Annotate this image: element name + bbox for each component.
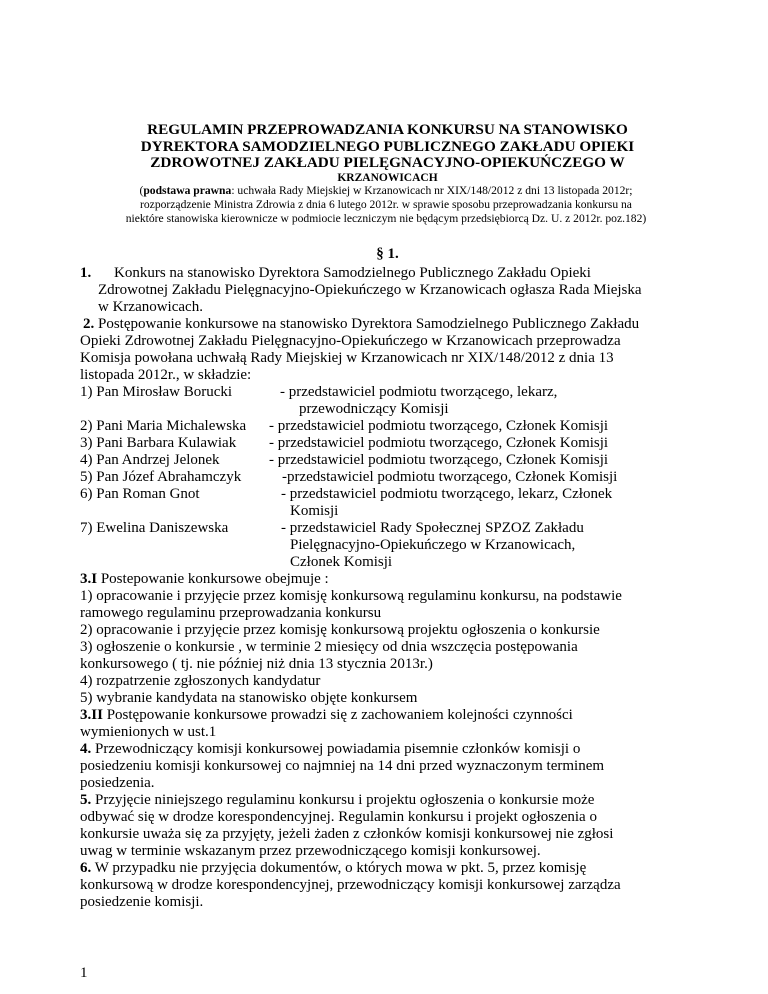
basis-line-2: rozporządzenie Ministra Zdrowia z dnia 6 lutego 2012r. w sprawie sposobu przeprowadzania konkursu na [140, 198, 632, 211]
point-6-text: W przypadku nie przyjęcia dokumentów, o których mowa w pkt. 5, przez komisję [91, 860, 587, 876]
point-3i-number: 3.I [80, 571, 98, 587]
point-3ii-line-2: wymienionych w ust.1 [80, 724, 217, 740]
point-3i-heading [80, 571, 329, 588]
point-4-number: 4. [80, 741, 92, 757]
point-3i-item-3-cont: konkursowego ( tj. nie później niż dnia 13 stycznia 2013r.) [80, 656, 433, 672]
point-3i-item-5: 5) wybranie kandydata na stanowisko objęte konkursem [80, 690, 418, 706]
member-1-name: 1) Pan Mirosław Borucki [80, 384, 233, 400]
point-3i-item-4: 4) rozpatrzenie zgłoszonych kandydatur [80, 673, 321, 689]
point-1-number: 1. [80, 265, 92, 281]
point-4-text: Przewodniczący komisji konkursowej powiadamia pisemnie członków komisji o [91, 741, 581, 757]
member-5-name: 5) Pan Józef Abrahamczyk [80, 469, 242, 485]
point-3i-item-3: 3) ogłoszenie o konkursie , w terminie 2 miesięcy od dnia wszczęcia postępowania [80, 639, 578, 655]
basis-line-3: niektóre stanowiska kierownicze w podmiocie leczniczym nie będącym przedsiębiorcą Dz. U. z 2012r. poz.182) [125, 212, 647, 225]
member-1-role-cont: przewodniczący Komisji [299, 401, 449, 417]
point-6-line-3: posiedzenie komisji. [80, 894, 204, 910]
member-2-role: - przedstawiciel podmiotu tworzącego, Członek Komisji [269, 418, 609, 434]
point-3i-item-1: 1) opracowanie i przyjęcie przez komisję konkursową regulaminu konkursu, na podstawie [80, 588, 622, 604]
point-5-number: 5. [80, 792, 92, 808]
point-1-line-2: Zdrowotnej Zakładu Pielęgnacyjno-Opiekuńczego w Krzanowicach ogłasza Rada Miejska [98, 282, 642, 298]
point-3ii-text: Postępowanie konkursowe prowadzi się z zachowaniem kolejności czynności [102, 707, 573, 723]
member-3-name: 3) Pani Barbara Kulawiak [80, 435, 237, 451]
point-5-line-2: odbywać się w drodze korespondencyjnej. Regulamin konkursu i projekt ogłoszenia o [80, 809, 597, 825]
title-line-4: KRZANOWICACH [337, 172, 438, 184]
point-5-text: Przyjęcie niniejszego regulaminu konkursu i projektu ogłoszenia o konkursie może [91, 792, 595, 808]
point-2-line-3: Komisja powołana uchwałą Rady Miejskiej w Krzanowicach nr XIX/148/2012 z dnia 13 [80, 350, 614, 366]
member-7-role: - przedstawiciel Rady Społecznej SPZOZ Zakładu [281, 520, 584, 536]
point-1-line-1: Konkurs na stanowisko Dyrektora Samodzielnego Publicznego Zakładu Opieki [114, 265, 591, 281]
section-heading: § 1. [376, 246, 399, 262]
point-3i-text: Postepowanie konkursowe obejmuje : [97, 571, 329, 587]
point-2-line-1 [80, 316, 639, 333]
member-7-name: 7) Ewelina Daniszewska [80, 520, 229, 536]
point-4-line-2: posiedzeniu komisji konkursowej co najmniej na 14 dni przed wyznaczonym terminem [80, 758, 605, 774]
point-6-number: 6. [80, 860, 92, 876]
point-2-text-1: Postępowanie konkursowe na stanowisko Dyrektora Samodzielnego Publicznego Zakładu [94, 316, 640, 332]
point-2-line-4: listopada 2012r., w składzie: [80, 367, 252, 383]
point-6-line-2: konkursową w drodze korespondencyjnej, przewodniczący komisji konkursowej zarządza [80, 877, 621, 893]
point-4-line-3: posiedzenia. [80, 775, 155, 791]
basis-open-paren: ( [139, 184, 144, 197]
point-3ii-number: 3.II [80, 707, 103, 723]
point-3ii-line-1 [80, 707, 573, 724]
member-1-role: - przedstawiciel podmiotu tworzącego, lekarz, [280, 384, 558, 400]
title-line-1: REGULAMIN PRZEPROWADZANIA KONKURSU NA STANOWISKO [147, 121, 628, 138]
point-5-line-3: konkursie uważa się za przyjęty, jeżeli żaden z członków komisji konkursowej nie zgłosi [80, 826, 614, 842]
point-3i-item-1-cont: ramowego regulaminu przeprowadzania konkursu [80, 605, 382, 621]
member-7-role-cont-2: Członek Komisji [290, 554, 393, 570]
member-6-role-cont: Komisji [290, 503, 339, 519]
legal-basis [72, 184, 700, 226]
title-line-2: DYREKTORA SAMODZIELNEGO PUBLICZNEGO ZAKŁADU OPIEKI [140, 138, 635, 155]
page-number: 1 [80, 965, 88, 981]
member-5-role: -przedstawiciel podmiotu tworzącego, Członek Komisji [282, 469, 618, 485]
member-6-name: 6) Pan Roman Gnot [80, 486, 200, 502]
point-1-line-3: w Krzanowicach. [98, 299, 203, 315]
point-6-line-1 [80, 860, 586, 877]
point-5-line-1 [80, 792, 594, 809]
title-line-3: ZDROWOTNEJ ZAKŁADU PIELĘGNACYJNO-OPIEKUŃCZEGO W [150, 154, 625, 171]
basis-line-1: : uchwała Rady Miejskiej w Krzanowicach nr XIX/148/2012 z dni 13 listopada 2012r; [231, 184, 633, 197]
point-4-line-1 [80, 741, 580, 758]
point-3i-item-2: 2) opracowanie i przyjęcie przez komisję konkursową projektu ogłoszenia o konkursie [80, 622, 600, 638]
point-5-line-4: uwag w terminie wskazanym przez przewodniczącego komisji konkursowej. [80, 843, 541, 859]
member-4-name: 4) Pan Andrzej Jelonek [80, 452, 220, 468]
point-2-line-2: Opieki Zdrowotnej Zakładu Pielęgnacyjno-Opiekuńczego w Krzanowicach przeprowadza [80, 333, 621, 349]
point-2-number: 2. [83, 316, 95, 332]
point-1 [80, 265, 91, 282]
member-4-role: - przedstawiciel podmiotu tworzącego, Członek Komisji [269, 452, 609, 468]
member-7-role-cont: Pielęgnacyjno-Opiekuńczego w Krzanowicach, [290, 537, 576, 553]
member-2-name: 2) Pani Maria Michalewska [80, 418, 247, 434]
member-3-role: - przedstawiciel podmiotu tworzącego, Członek Komisji [269, 435, 609, 451]
basis-label: podstawa prawna [143, 184, 232, 197]
member-6-role: - przedstawiciel podmiotu tworzącego, lekarz, Członek [281, 486, 613, 502]
